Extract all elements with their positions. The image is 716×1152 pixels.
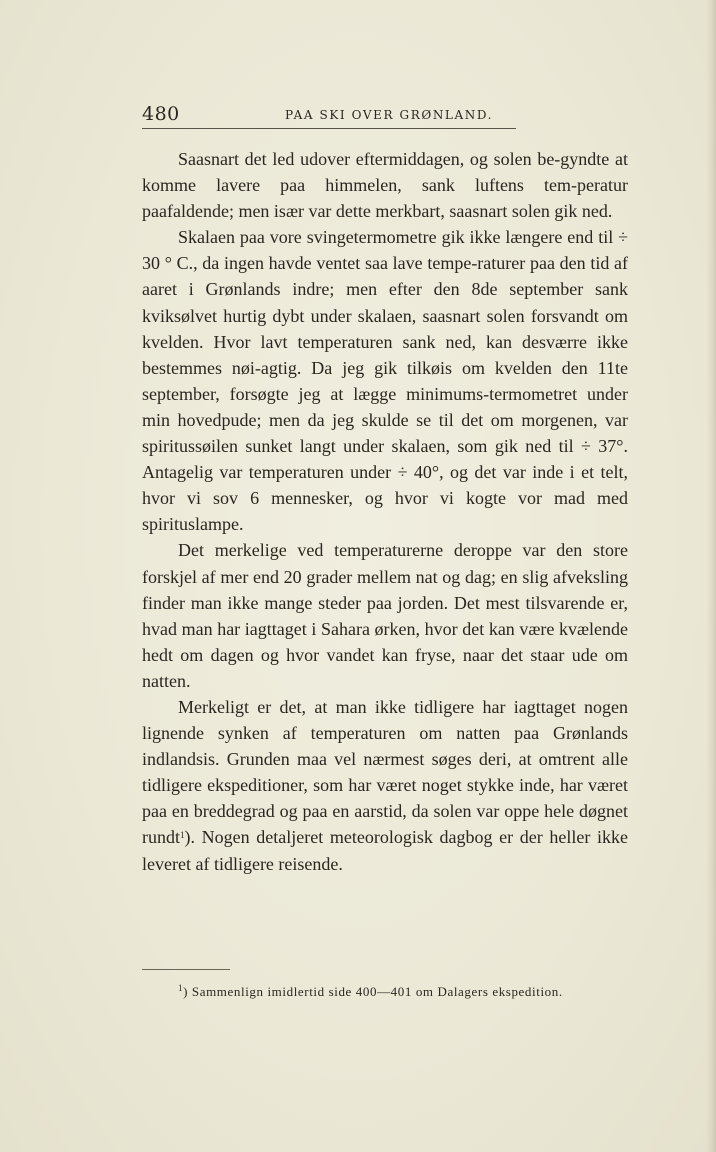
paragraph-4 — [142, 694, 628, 877]
running-header — [142, 103, 516, 127]
paragraph-2: Skalaen paa vore svingetermometre gik ikke længere end til ÷ 30 ° C., da ingen havde ventet saa lave tempe-raturer paa den tid af aaret i Grønlands indre; men efter den 8de september sank kviksølvet hurtig dybt under skalaen, saasnart solen forsvandt om kvelden. Hvor lavt temperaturen sank ned, kan desværre ikke bestemmes nøi-agtig. Da jeg gik tilkøis om kvelden den 11te september, forsøgte jeg at lægge minimums-termometret under min hovedpude; men da jeg skulde se til det om morgenen, var spiritussøilen sunket langt under skalaen, som gik ned til ÷ 37°. Antagelig var temperaturen under ÷ 40°, og det var inde i et telt, hvor vi sov 6 mennesker, og hvor vi kogte vor mad med spirituslampe. — [142, 227, 628, 535]
paragraph-4-text: Merkeligt er det, at man ikke tidligere har iagttaget nogen lignende synken af temperaturen om natten paa Grønlands indlandsis. Grunden maa vel nærmest søges deri, at omtrent alle tidligere ekspeditioner, som har været noget stykke inde, har været paa en breddegrad og paa en aarstid, da solen var oppe hele døgnet rundt — [142, 696, 628, 848]
paragraph-1: Saasnart det led udover eftermiddagen, og solen be-gyndte at komme lavere paa himmelen, sank luftens tem-peratur paafaldende; men især var dette merkbart, saasnart solen gik ned. — [142, 149, 628, 222]
header-rule — [142, 128, 516, 129]
running-title: PAA SKI OVER GRØNLAND. — [285, 108, 494, 122]
footnote-rule — [142, 969, 230, 970]
body-text — [142, 146, 628, 877]
footnote-marker: 1 — [178, 983, 184, 993]
paragraph-3: Det merkelige ved temperaturerne deroppe var den store forskjel af mer end 20 grader mellem nat og dag; en slig afveksling finder man ikke mange steder paa jorden. Det mest tilsvarende er, hvad man har iagttaget i Sahara ørken, hvor det kan være kvælende hedt om dagen og hvor vandet kan fryse, naar det staar ude om natten. — [142, 540, 628, 691]
footnote-text: Sammenlign imidlertid side 400—401 om Dalagers ekspedition. — [191, 984, 563, 999]
page-number: 480 — [142, 103, 180, 125]
footnote — [178, 984, 638, 1000]
footnote-marker-suffix: ) — [183, 984, 192, 999]
footnote-reference[interactable]: 1 — [180, 830, 185, 841]
paragraph-4-text-end: ). Nogen detaljeret meteorologisk dagbog er der heller ikke leveret af tidligere reisende. — [142, 827, 628, 874]
page-edge-shadow — [706, 0, 716, 1152]
